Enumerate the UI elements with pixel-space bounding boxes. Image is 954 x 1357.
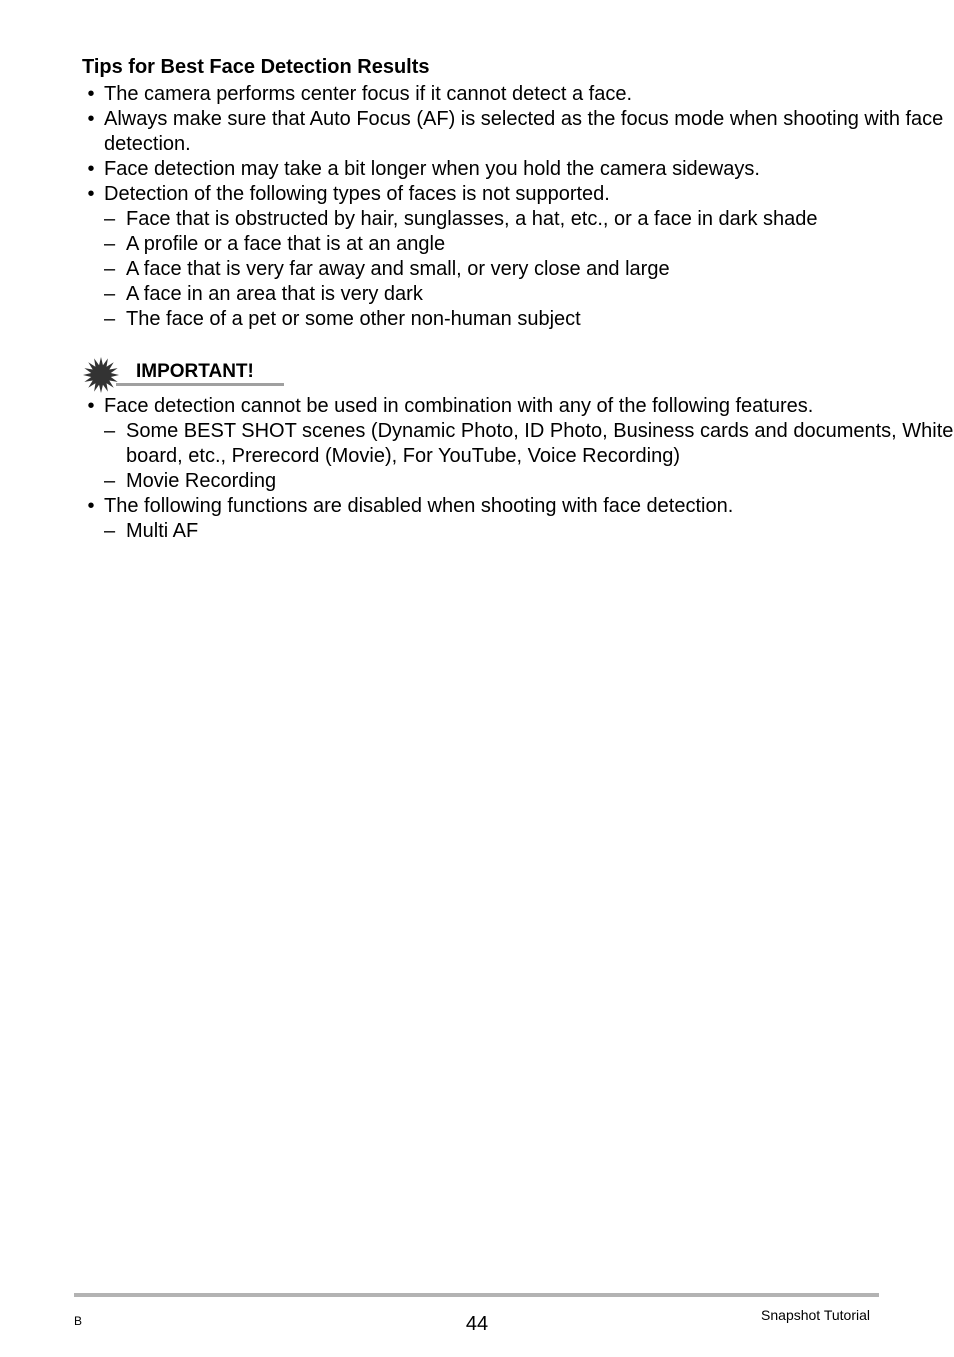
- dash-marker: –: [104, 308, 116, 330]
- bullet-marker: •: [87, 395, 95, 417]
- page-number: 44: [465, 1313, 489, 1335]
- bullet-marker: •: [87, 158, 95, 180]
- dash-marker: –: [104, 470, 116, 492]
- bullet-marker: •: [87, 495, 95, 517]
- list-item: [0, 394, 954, 419]
- bullet-marker: •: [87, 83, 95, 105]
- list-item: [0, 107, 954, 157]
- dash-marker: –: [104, 233, 116, 255]
- list-item: [0, 82, 954, 107]
- dash-marker: –: [104, 208, 116, 230]
- sub-list-item: [0, 519, 954, 544]
- bullet-marker: •: [87, 108, 95, 130]
- tips-list: [0, 82, 954, 332]
- footer-section-title: Snapshot Tutorial: [761, 1307, 870, 1323]
- list-item-text: Face detection may take a bit longer when you hold the camera sideways.: [104, 158, 760, 180]
- list-item-text: Always make sure that Auto Focus (AF) is selected as the focus mode when shooting with face detection.: [104, 108, 944, 155]
- list-item: [0, 157, 954, 182]
- list-item-text: Detection of the following types of faces is not supported.: [104, 183, 610, 205]
- dash-marker: –: [104, 520, 116, 542]
- sub-list-item: [0, 282, 954, 307]
- important-label: IMPORTANT!: [136, 361, 254, 382]
- important-underline: [116, 383, 284, 386]
- dash-marker: –: [104, 283, 116, 305]
- burst-icon: [82, 356, 120, 394]
- footer-rule: [74, 1293, 879, 1297]
- sub-list-item: [0, 469, 954, 494]
- sub-list-item: [0, 207, 954, 232]
- list-item-text: The camera performs center focus if it cannot detect a face.: [104, 83, 633, 105]
- sub-list-item: [0, 307, 954, 332]
- important-callout: [82, 356, 284, 388]
- page-title: Tips for Best Face Detection Results: [82, 56, 430, 78]
- bullet-marker: •: [87, 183, 95, 205]
- list-item: [0, 182, 954, 207]
- list-item-text: Multi AF: [126, 520, 199, 542]
- list-item-text: The following functions are disabled when shooting with face detection.: [104, 495, 734, 517]
- list-item: [0, 494, 954, 519]
- sub-list-item: [0, 419, 954, 469]
- sub-list-item: [0, 232, 954, 257]
- list-item-text: Face that is obstructed by hair, sunglasses, a hat, etc., or a face in dark shade: [126, 208, 818, 230]
- important-list: [0, 394, 954, 544]
- list-item-text: Face detection cannot be used in combination with any of the following features.: [104, 395, 814, 417]
- list-item-text: Movie Recording: [126, 470, 277, 492]
- list-item-text: Some BEST SHOT scenes (Dynamic Photo, ID Photo, Business cards and documents, White board, etc., Prerecord (Movie), For YouTube, Voice Recording): [126, 420, 954, 467]
- dash-marker: –: [104, 258, 116, 280]
- list-item-text: A face that is very far away and small, or very close and large: [126, 258, 670, 280]
- list-item-text: A face in an area that is very dark: [126, 283, 423, 305]
- list-item-text: The face of a pet or some other non-human subject: [126, 308, 581, 330]
- dash-marker: –: [104, 420, 116, 442]
- sub-list-item: [0, 257, 954, 282]
- footer-left-marker: B: [74, 1314, 83, 1328]
- list-item-text: A profile or a face that is at an angle: [126, 233, 446, 255]
